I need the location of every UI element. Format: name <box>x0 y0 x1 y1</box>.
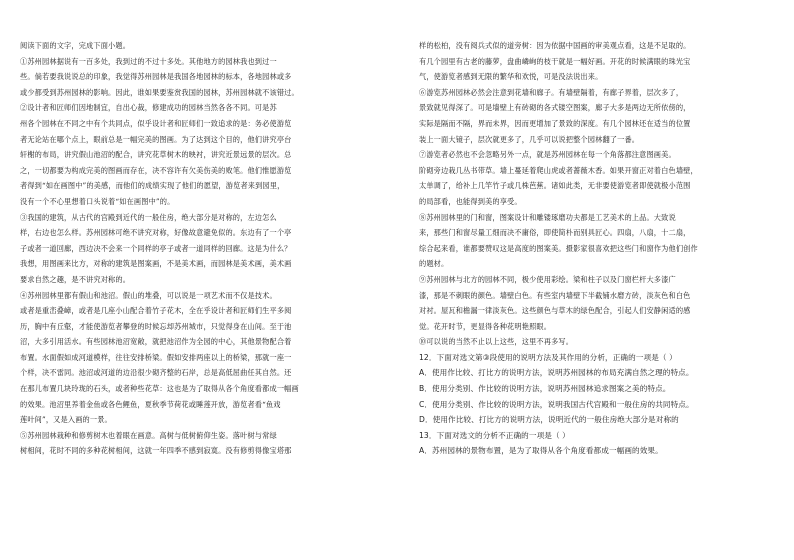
passage-line: ②设计者和匠师们因地制宜，自出心裁，修建成功的园林当然各各不同。可是苏 <box>20 103 277 113</box>
passage-line: 来，那些门和窗尽量工细而决不庸俗，即使简朴而别具匠心。四扇，八扇，十二扇， <box>419 228 691 238</box>
passage-line: 觉。花开时节，更显得各种花明艳照眼。 <box>419 321 552 331</box>
question-line: A．苏州园林的景物布置，是为了取得从各个角度看都成一幅画的效果。 <box>419 446 663 456</box>
passage-line: 有几个园里有古老的藤萝，盘曲嶙峋的枝干就是一幅好画。开花的时候满眼的珠光宝 <box>419 56 691 66</box>
passage-line: 或少都受到苏州园林的影响。因此，谁如果要鉴赏我国的园林，苏州园林就不该错过。 <box>20 87 299 97</box>
passage-line: 综合起来看，谁都要赞叹这是高度的图案美。摄影家很喜欢把这些门和窗作为他们创作 <box>419 243 698 253</box>
passage-line: 者得到“如在画图中”的美感，而他们的成绩实现了他们的愿望，游览者来到园里， <box>20 181 285 191</box>
passage-line: 对衬。屋瓦和檐漏一律淡灰色。这些颜色与草木的绿色配合，引起人们安静闲适的感 <box>419 306 691 316</box>
question-line: 12．下面对选文第③段使用的说明方法及其作用的分析，正确的一项是（ ） <box>419 352 677 362</box>
passage-line: 子或者一道回廊，西边决不会来一个同样的亭子或者一道同样的回廊。这是为什么？ <box>20 243 292 253</box>
passage-line: 莲叶间”，又是入画的一景。 <box>20 415 112 425</box>
passage-line: 沼，大多引用活水。有些园林池沼宽敞，就把池沼作为全园的中心，其他景物配合着 <box>20 337 292 347</box>
passage-line: 阅读下面的文字，完成下面小题。 <box>20 41 131 50</box>
passage-line: 太单调了，给补上几竿竹子或几株芭蕉。诸如此类，无非要使游览者即使就极小范围 <box>419 181 691 191</box>
passage-line: 布置。水面假如成河道模样，往往安排桥梁。假如安排两座以上的桥梁，那就一座一 <box>20 352 292 362</box>
passage-line: 我想，用图画来比方，对称的建筑是图案画，不是美术画，而园林是美术画，美术画 <box>20 259 292 269</box>
passage-line: 在那儿布置几块玲珑的石头，或者种些花草：这也是为了取得从各个角度看都成一幅画 <box>20 384 299 394</box>
passage-line: 样，右边也怎么样。苏州园林可绝不讲究对称，好像故意避免似的。东边有了一个亭 <box>20 228 292 238</box>
passage-line: 之，一切都要为构成完美的图画而存在，决不容许有欠美伤美的败笔。他们惟愿游览 <box>20 165 292 175</box>
passage-line: 树相间，花时不同的多种花树相间，这就一年四季不感到寂寞。没有修剪得像宝塔那 <box>20 446 292 456</box>
passage-line: 轩榭的布局，讲究假山池沼的配合，讲究花草树木的映衬，讲究近景远景的层次。总 <box>20 150 292 160</box>
passage-line: ①苏州园林据说有一百多处，我到过的不过十多处。其他地方的园林我也到过一 <box>20 56 277 66</box>
passage-left-column <box>20 38 406 459</box>
passage-line: ⑤苏州园林栽种和修剪树木也着眼在画意。高树与低树俯仰生姿。落叶树与常绿 <box>20 430 277 440</box>
passage-line: 没有一个不心里想着口头说着“如在画图中”的。 <box>20 196 175 206</box>
passage-line: 装上一面大镜子，层次就更多了，几乎可以说把整个园林翻了一番。 <box>419 134 640 144</box>
question-line: C．使用分类别、作比较的说明方法，说明我国古代宫殿和一般住房的共同特点。 <box>419 399 694 409</box>
passage-line: ④苏州园林里都有假山和池沼。假山的堆叠，可以说是一项艺术而不仅是技术。 <box>20 290 277 300</box>
question-line: B．使用分类别、作比较的说明方法，说明苏州园林追求图案之美的特点。 <box>419 384 671 394</box>
passage-line: ⑨苏州园林与北方的园林不同，极少使用彩绘。梁和柱子以及门窗栏杆大多漆广 <box>419 274 676 284</box>
passage-line: ⑧苏州园林里的门和窗，图案设计和雕镂琢磨功夫都是工艺美术的上品。大致说 <box>419 212 676 222</box>
question-block <box>419 350 789 459</box>
passage-line: 些。倘若要我说说总的印象，我觉得苏州园林是我国各地园林的标本，各地园林或多 <box>20 72 292 82</box>
passage-line: 漆，那是不刺眼的颜色。墙壁白色。有些室内墙壁下半截铺水磨方砖，淡灰色和白色 <box>419 290 691 300</box>
passage-line: 州各个园林在不同之中有个共同点，似乎设计者和匠师们一致追求的是：务必使游览 <box>20 118 292 128</box>
passage-line: 的效果。池沼里养着金鱼或各色鲤鱼，夏秋季节荷花或睡莲开放，游览者看“鱼戏 <box>20 399 281 409</box>
passage-line: 的局部看，也能得到美的享受。 <box>419 196 522 206</box>
passage-line: 实际是隔而不隔，界而未界，因而更增加了景致的深度。有几个园林还在适当的位置 <box>419 118 691 128</box>
passage-line: 气，使游览者感到无限的繁华和欢悦，可是没法说出来。 <box>419 72 603 82</box>
passage-line: ⑥游览苏州园林必然会注意到花墙和廊子。有墙壁隔着，有廊子界着，层次多了， <box>419 87 684 97</box>
passage-line: 者无论站在哪个点上，眼前总是一幅完美的图画。为了达到这个目的，他们讲究亭台 <box>20 134 292 144</box>
question-line: 13．下面对选文的分析不正确的一项是（ ） <box>419 430 570 440</box>
passage-line: 历，胸中有丘壑，才能使游览者攀登的时候忘却苏州城市，只觉得身在山间。至于池 <box>20 321 292 331</box>
passage-line: 要求自然之趣，是不讲究对称的。 <box>20 274 131 284</box>
passage-line: 个样，决不雷同。池沼或河道的边沿很少砌齐整的石岸，总是高低屈曲任其自然。还 <box>20 368 292 378</box>
passage-line: ⑦游览者必然也不会忽略另外一点，就是苏州园林在每一个角落都注意图画美。 <box>419 150 676 160</box>
passage-line: 景致就见得深了。可是墙壁上有砖砌的各式镂空图案，廊子大多是两边无所依傍的， <box>419 103 691 113</box>
passage-continuation <box>419 38 789 350</box>
passage-line: 样的松柏，没有阅兵式似的道旁树：因为依据中国画的审美观点看，这是不足取的。 <box>419 41 691 50</box>
passage-line: ③我国的建筑，从古代的宫殿到近代的一般住房，绝大部分是对称的，左边怎么 <box>20 212 277 222</box>
question-line: D．使用作比较、打比方的说明方法，说明近代的一般住房绝大部分是对称的 <box>419 415 679 425</box>
question-line: A．使用作比较、打比方的说明方法，说明苏州园林的布局充满自然之理的特点。 <box>419 368 694 378</box>
passage-right-column <box>419 38 789 459</box>
passage-line: 的题材。 <box>419 259 449 269</box>
passage-line: 阶砌旁边栽几丛书带草。墙上蔓延着爬山虎或者蔷薇木香。如果开窗正对着白色墙壁， <box>419 165 698 175</box>
passage-line: ⑩可以说的当然不止以上这些，这里不再多写。 <box>419 337 574 347</box>
passage-line: 或者是重峦叠嶂，或者是几座小山配合着竹子花木，全在乎设计者和匠师们生平多阅 <box>20 306 292 316</box>
